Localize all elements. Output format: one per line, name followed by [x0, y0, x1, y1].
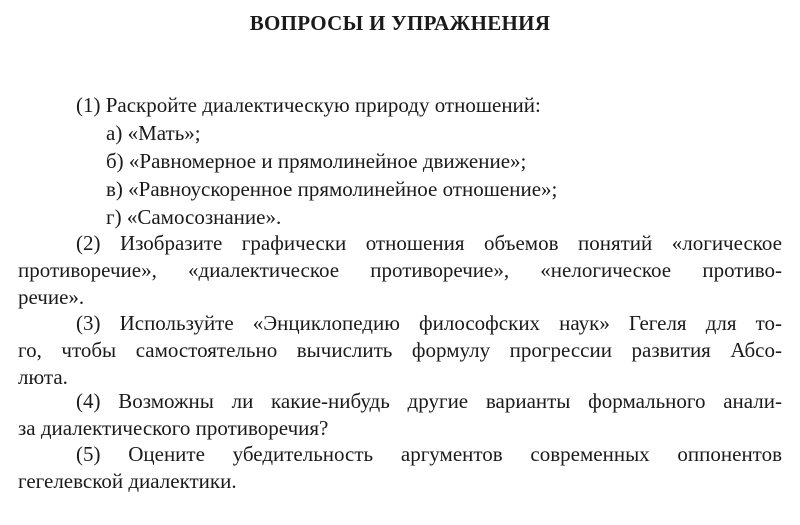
question-3-line-3: люта. [18, 365, 68, 389]
section-title: ВОПРОСЫ И УПРАЖНЕНИЯ [249, 11, 551, 35]
question-5-line-1: (5) Оцените убедительность аргументов современных оппонентов [76, 442, 782, 466]
question-4-line-2: за диалектического противоречия? [18, 416, 329, 440]
question-2-line-2: противоречие», «диалектическое противоречие», «нелогическое противо- [18, 258, 782, 282]
question-1-item-a: а) «Мать»; [106, 121, 201, 145]
question-2-line-1: (2) Изобразите графически отношения объемов понятий «логическое [76, 231, 782, 255]
question-1-item-c: в) «Равноускоренное прямолинейное отношение»; [106, 177, 558, 201]
question-5-line-2: гегелевской диалектики. [18, 469, 237, 493]
question-1-item-d: г) «Самосознание». [106, 205, 282, 229]
question-4-line-1: (4) Возможны ли какие-нибудь другие варианты формального анали- [76, 389, 782, 413]
question-3-line-2: го, чтобы самостоятельно вычислить формулу прогрессии развития Абсо- [18, 338, 782, 362]
question-1-item-b: б) «Равномерное и прямолинейное движение»; [106, 149, 527, 173]
question-3-line-1: (3) Используйте «Энциклопедию философских наук» Гегеля для то- [76, 311, 782, 335]
question-2-line-3: речие». [18, 285, 85, 309]
question-1-text: (1) Раскройте диалектическую природу отношений: [76, 93, 541, 117]
